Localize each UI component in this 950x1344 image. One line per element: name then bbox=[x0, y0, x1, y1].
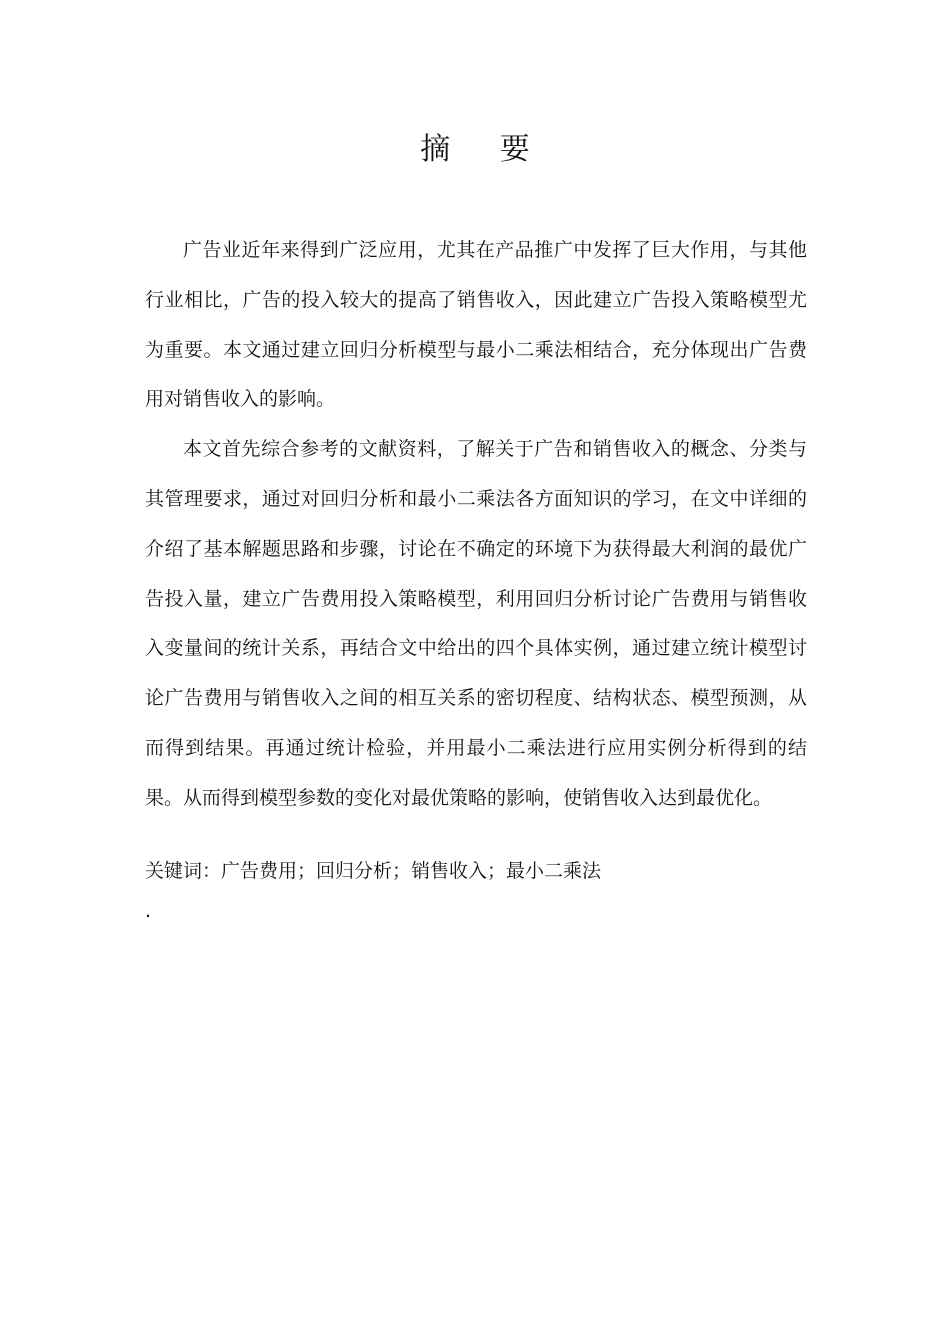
abstract-body bbox=[145, 226, 807, 824]
trailing-mark: . bbox=[145, 900, 152, 922]
keywords-line: 关键词：广告费用；回归分析；销售收入；最小二乘法 bbox=[145, 860, 602, 882]
abstract-paragraph-1: 广告业近年来得到广泛应用，尤其在产品推广中发挥了巨大作用，与其他行业相比，广告的投入较大的提高了销售收入，因此建立广告投入策略模型尤为重要。本文通过建立回归分析模型与最小二乘法相结合，充分体现出广告费用对销售收入的影响。 bbox=[145, 239, 807, 411]
abstract-title: 摘 要 bbox=[420, 132, 550, 167]
abstract-paragraph-2: 本文首先综合参考的文献资料，了解关于广告和销售收入的概念、分类与其管理要求，通过对回归分析和最小二乘法各方面知识的学习，在文中详细的介绍了基本解题思路和步骤，讨论在不确定的环境下为获得最大利润的最优广告投入量，建立广告费用投入策略模型，利用回归分析讨论广告费用与销售收入变量间的统计关系，再结合文中给出的四个具体实例，通过建立统计模型讨论广告费用与销售收入之间的相互关系的密切程度、结构状态、模型预测，从而得到结果。再通过统计检验，并用最小二乘法进行应用实例分析得到的结果。从而得到模型参数的变化对最优策略的影响，使销售收入达到最优化。 bbox=[145, 438, 807, 809]
